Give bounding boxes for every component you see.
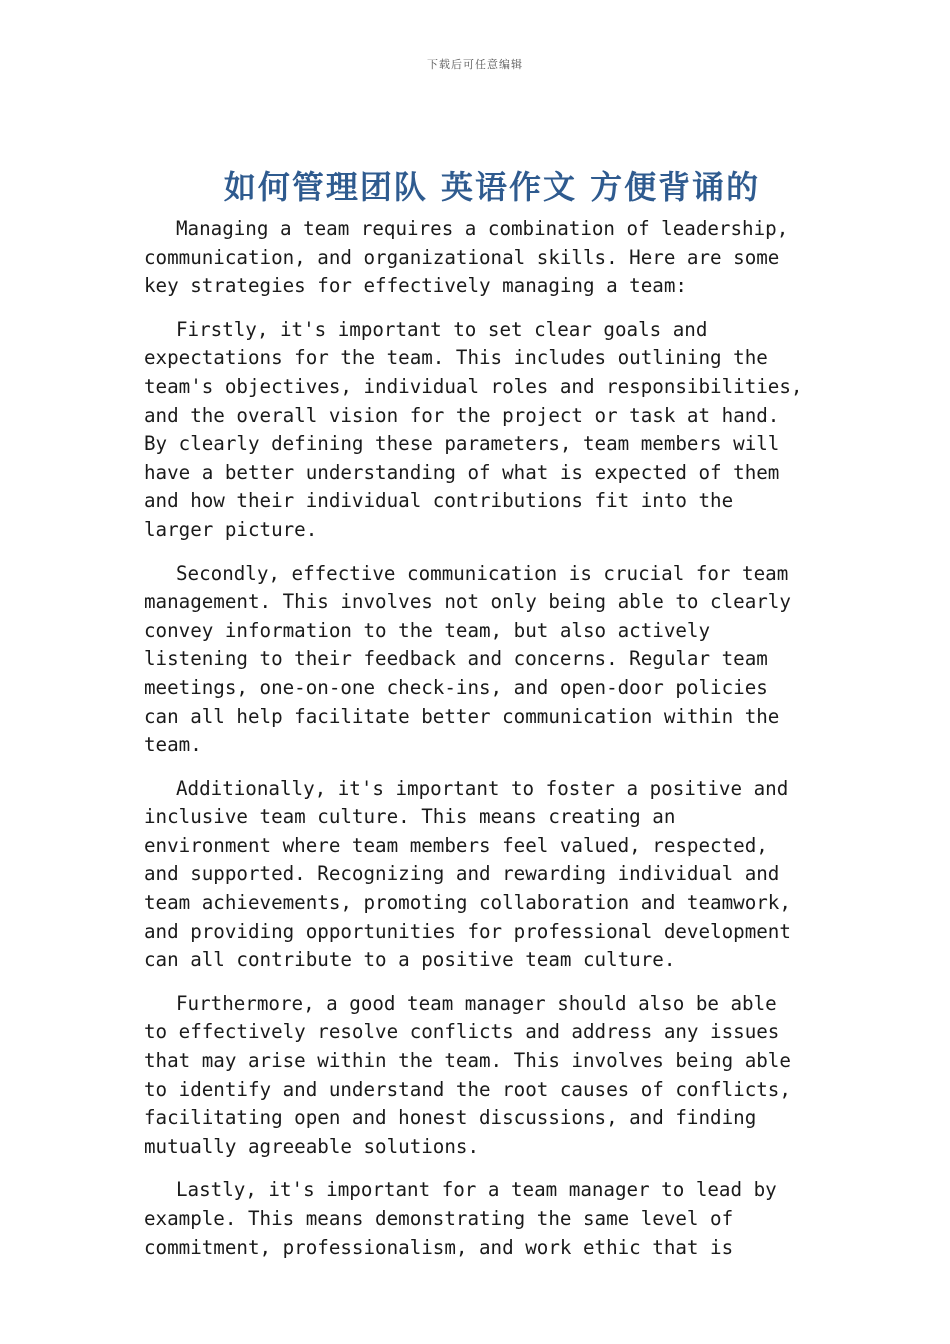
paragraph-secondly: Secondly, effective communication is crucial for team management. This involves not only being able to clearly convey information to the team, but also actively listening to their feedback and concerns. Regular team meetings, one-on-one check-ins, and open-door policies can all help facilitate better communication within the team. (144, 561, 791, 757)
paragraph-intro: Managing a team requires a combination of leadership, communication, and organizational skills. Here are some key strategies for effectively managing a team: (144, 217, 789, 298)
paragraph-furthermore: Furthermore, a good team manager should also be able to effectively resolve conflicts and address any issues that may arise within the team. This involves being able to identify and understand the root causes of conflicts, facilitating open and honest discussions, and finding mutually agreeable solutions. (144, 991, 791, 1158)
document-title: 如何管理团队 英语作文 方便背诵的 (223, 168, 761, 206)
document-body (144, 215, 810, 1277)
header-note: 下载后可任意编辑 (427, 58, 523, 71)
paragraph-lastly: Lastly, it's important for a team manager to lead by example. This means demonstrating the same level of commitment, professionalism, and work ethic that is (144, 1178, 777, 1259)
paragraph-additionally: Additionally, it's important to foster a positive and inclusive team culture. This means creating an environment where team members feel valued, respected, and supported. Recognizing and rewarding individual and team achievements, promoting collaboration and teamwork, and providing opportunities for professional development can all contribute to a positive team culture. (144, 776, 791, 972)
paragraph-firstly: Firstly, it's important to set clear goals and expectations for the team. This includes outlining the team's objectives, individual roles and responsibilities, and the overall vision for the project or task at hand. By clearly defining these parameters, team members will have a better understanding of what is expected of them and how their individual contributions fit into the larger picture. (144, 317, 803, 541)
